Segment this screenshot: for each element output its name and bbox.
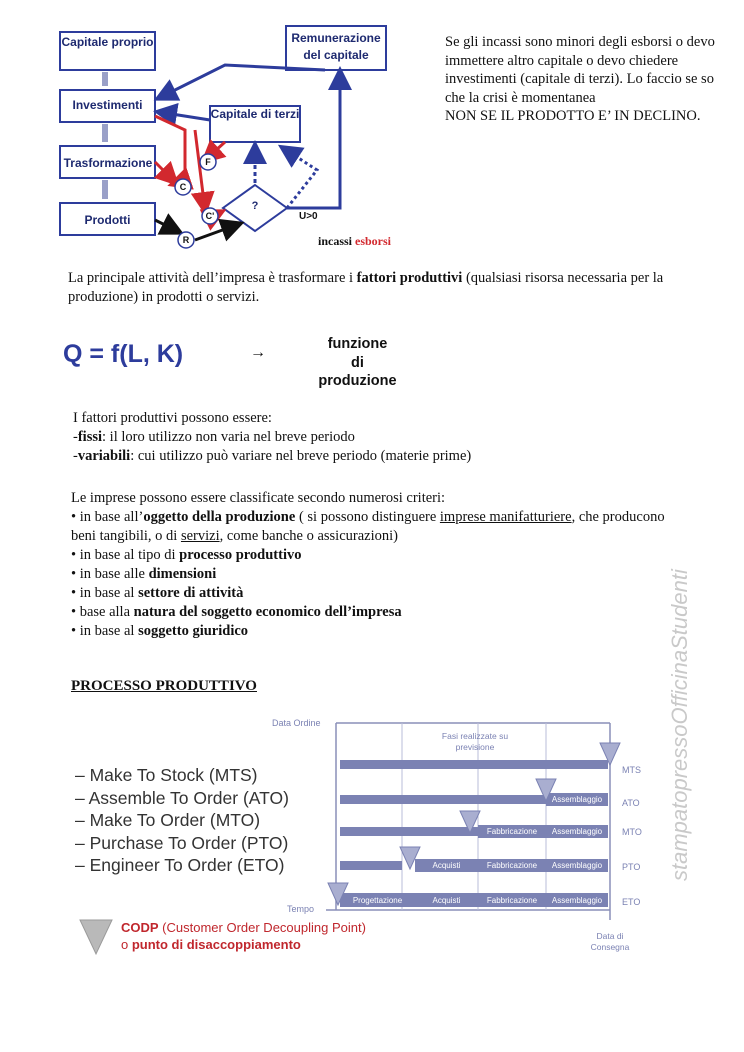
criterio-dimensioni [71, 565, 671, 584]
codp-label [121, 920, 366, 935]
fp-line1: funzione [327, 336, 388, 352]
label-r: R [182, 235, 190, 245]
incassi-esborsi-label [318, 234, 391, 249]
fissi-bold: fissi [77, 429, 103, 445]
eto-progettazione: Progettazione [352, 896, 403, 905]
b4-pre: • in base al [71, 585, 139, 601]
codp-rest: (Customer Order Decoupling Point) [158, 920, 366, 935]
label-capitale-terzi: Capitale di terzi [210, 107, 300, 121]
codp-line2-pre: o [121, 937, 132, 952]
intro-bold: fattori produttivi [356, 270, 463, 286]
classificazione-intro: Le imprese possono essere classificate secondo numerosi criteri: [71, 490, 446, 506]
criterio-settore [71, 584, 671, 603]
row-label-eto: ETO [622, 897, 641, 907]
formula-arrow: → [250, 344, 266, 361]
label-capitale-proprio: Capitale proprio [61, 35, 154, 49]
codp-line2-bold: punto di disaccoppiamento [131, 937, 301, 952]
row-label-mts: MTS [622, 765, 641, 775]
b1-bold: oggetto della produzione [143, 509, 296, 525]
fattori-fissi [73, 428, 673, 447]
codp-bold: CODP [121, 920, 159, 935]
intro-after: (qualsiasi risorsa necessaria per la produzione) in prodotti o servizi. [68, 270, 664, 305]
dash: - [73, 429, 78, 445]
b5-pre: • base alla [71, 604, 134, 620]
fasi-line2: previsione [455, 742, 495, 752]
eto-assemblaggio: Assemblaggio [551, 896, 603, 905]
strategies-list [75, 764, 289, 877]
fattori-variabili [73, 447, 673, 466]
esborsi-label: esborsi [355, 234, 392, 248]
b1-mid: ( si possono distinguere [295, 509, 440, 525]
fasi-previsione-label [420, 731, 530, 753]
production-formula: Q = f(L, K) [63, 340, 184, 368]
b1-mid2: , che producono beni tangibili, o di [71, 509, 665, 544]
mto-assemblaggio: Assemblaggio [551, 827, 603, 836]
data-consegna-label [585, 931, 635, 953]
ato-assemblaggio: Assemblaggio [551, 795, 603, 804]
label-u-positive: U>0 [299, 211, 318, 222]
b2-bold: processo produttivo [179, 547, 302, 563]
label-c: C [179, 182, 187, 192]
strategy-pto: – Purchase To Order (PTO) [75, 832, 289, 853]
b5-bold: natura del soggetto economico dell’impresa [133, 604, 402, 620]
criterio-oggetto [71, 508, 681, 545]
b2-pre: • in base al tipo di [71, 547, 180, 563]
fasi-line1: Fasi realizzate su [441, 731, 509, 741]
pto-fabbricazione: Fabbricazione [486, 861, 538, 870]
codp-triangle-icon [78, 918, 114, 956]
variabili-bold: variabili [77, 448, 131, 464]
data-di: Data di [596, 931, 624, 941]
criterio-natura [71, 603, 671, 622]
b4-bold: settore di attività [138, 585, 244, 601]
pto-assemblaggio: Assemblaggio [551, 861, 603, 870]
label-prodotti: Prodotti [84, 213, 131, 227]
label-trasformazione: Trasformazione [63, 156, 153, 170]
b6-bold: soggetto giuridico [138, 623, 249, 639]
data-ordine-label: Data Ordine [272, 718, 321, 728]
consegna: Consegna [590, 942, 630, 952]
strategy-ato: – Assemble To Order (ATO) [75, 787, 289, 808]
label-remunerazione: Remunerazione del capitale [291, 31, 381, 62]
b6-pre: • in base al [71, 623, 139, 639]
strategy-mto: – Make To Order (MTO) [75, 810, 261, 830]
label-f: F [205, 157, 211, 167]
fissi-rest: : il loro utilizzo non varia nel breve periodo [102, 429, 355, 445]
processo-produttivo-title: PROCESSO PRODUTTIVO [71, 678, 257, 694]
intro-before: La principale attività dell’impresa è trasformare i [68, 270, 357, 286]
criterio-giuridico [71, 622, 671, 641]
fp-line2: di [351, 354, 364, 371]
label-decision: ? [251, 200, 259, 212]
variabili-rest: : cui utilizzo può variare nel breve periodo (materie prime) [130, 448, 472, 464]
dash: - [73, 448, 78, 464]
strategy-mts: – Make To Stock (MTS) [75, 765, 258, 785]
codp-disaccoppiamento [121, 937, 301, 952]
eto-fabbricazione: Fabbricazione [486, 896, 538, 905]
b3-pre: • in base alle [71, 566, 149, 582]
b1-pre: • in base all’ [71, 509, 144, 525]
fp-line3: produzione [318, 373, 397, 389]
label-c-prime: C' [205, 211, 215, 221]
b1-manifatturiere: imprese manifatturiere [439, 509, 572, 525]
intro-paragraph [68, 269, 678, 306]
watermark: stampatopressoOfficinaStudenti [667, 569, 692, 881]
b1-servizi: servizi [180, 527, 220, 544]
b1-end: , come banche o assicurazioni) [219, 527, 398, 544]
criterio-processo [71, 546, 671, 565]
b3-bold: dimensioni [148, 566, 217, 582]
row-label-pto: PTO [622, 862, 641, 872]
row-label-ato: ATO [622, 798, 640, 808]
mto-fabbricazione: Fabbricazione [486, 827, 538, 836]
label-investimenti: Investimenti [72, 98, 143, 112]
incassi-label: incassi [318, 234, 353, 248]
strategy-eto: – Engineer To Order (ETO) [75, 855, 285, 875]
production-function-label [300, 335, 415, 391]
pto-acquisti: Acquisti [432, 861, 461, 870]
side-note: Se gli incassi sono minori degli esborsi o devo immettere altro capitale o devo chiedere investimenti (capitale di terzi). Lo faccio se so che la crisi è momentanea NON SE IL PRODOTTO E’ IN DECLINO. [445, 34, 715, 124]
fattori-intro: I fattori produttivi possono essere: [73, 410, 272, 426]
row-label-mto: MTO [622, 827, 642, 837]
eto-acquisti: Acquisti [432, 896, 461, 905]
tempo-label: Tempo [287, 904, 315, 914]
